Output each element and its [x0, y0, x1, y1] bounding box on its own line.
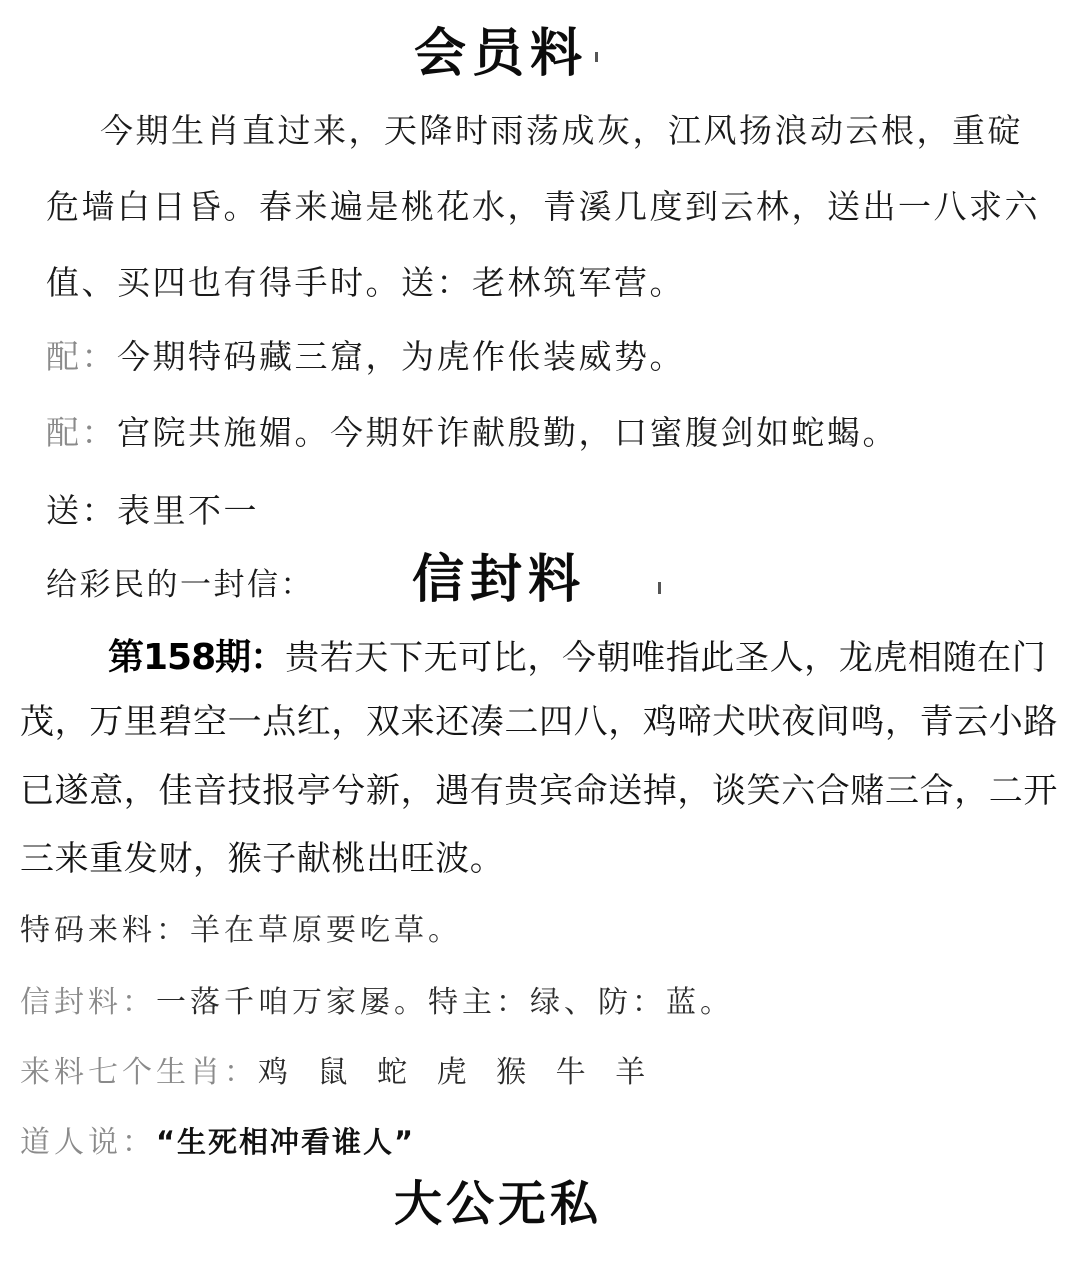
member-title: 会员料 [414, 24, 589, 84]
xinfeng-label: 信封料： [20, 985, 156, 1020]
envelope-line-3: 已遂意，佳音技报亭兮新，遇有贵宾命送掉，谈笑六合赌三合，二开 [20, 771, 1058, 811]
letter-label: 给彩民的一封信： [46, 567, 314, 603]
song-line [46, 491, 259, 530]
scan-speck [595, 52, 598, 62]
song-label: 送： [46, 491, 117, 530]
pei-label: 配： [46, 337, 117, 376]
footer-title: 大公无私 [394, 1176, 603, 1232]
daoren-line [20, 1125, 416, 1160]
daoren-quote: “生死相冲看谁人” [156, 1125, 416, 1159]
member-line-1: 今期生肖直过来，天降时雨荡成灰，江风扬浪动云根，重碇 [100, 111, 1023, 150]
envelope-line-1-text: 贵若天下无可比，今朝唯指此圣人，龙虎相随在门 [285, 638, 1047, 678]
pei-text: 今期特码藏三窟，为虎作伥装威势。 [117, 337, 685, 376]
tema-line [20, 913, 462, 948]
pei-line-1 [46, 337, 685, 376]
envelope-title: 信封料 [412, 550, 587, 610]
qige-line [20, 1055, 656, 1090]
xinfeng-text: 一落千咱万家屡。特主：绿、防：蓝。 [156, 985, 734, 1020]
scan-speck [658, 582, 661, 594]
song-text: 表里不一 [117, 491, 259, 530]
envelope-line-4: 三来重发财，猴子献桃出旺波。 [20, 839, 505, 879]
envelope-line-1 [108, 637, 1047, 678]
member-line-3: 值、买四也有得手时。送：老林筑军营。 [46, 263, 685, 302]
envelope-line-2: 茂，万里碧空一点红，双来还凑二四八，鸡啼犬吠夜间鸣，青云小路 [20, 702, 1058, 742]
tema-text: 羊在草原要吃草。 [190, 913, 462, 948]
daoren-label: 道人说： [20, 1125, 156, 1160]
qige-text: 鸡 鼠 蛇 虎 猴 牛 羊 [258, 1055, 656, 1090]
xinfeng-line [20, 985, 734, 1020]
pei-line-2 [46, 413, 898, 452]
pei-label: 配： [46, 413, 117, 452]
qige-label: 来料七个生肖： [20, 1055, 258, 1090]
tema-label: 特码来料： [20, 913, 190, 948]
pei-text: 宫院共施媚。今期奸诈献殷勤，口蜜腹剑如蛇蝎。 [117, 413, 898, 452]
member-line-2: 危墙白日昏。春来遍是桃花水，青溪几度到云林，送出一八求六 [46, 187, 1040, 226]
issue-number: 第158期 [108, 637, 251, 678]
issue-colon: ： [250, 637, 286, 678]
